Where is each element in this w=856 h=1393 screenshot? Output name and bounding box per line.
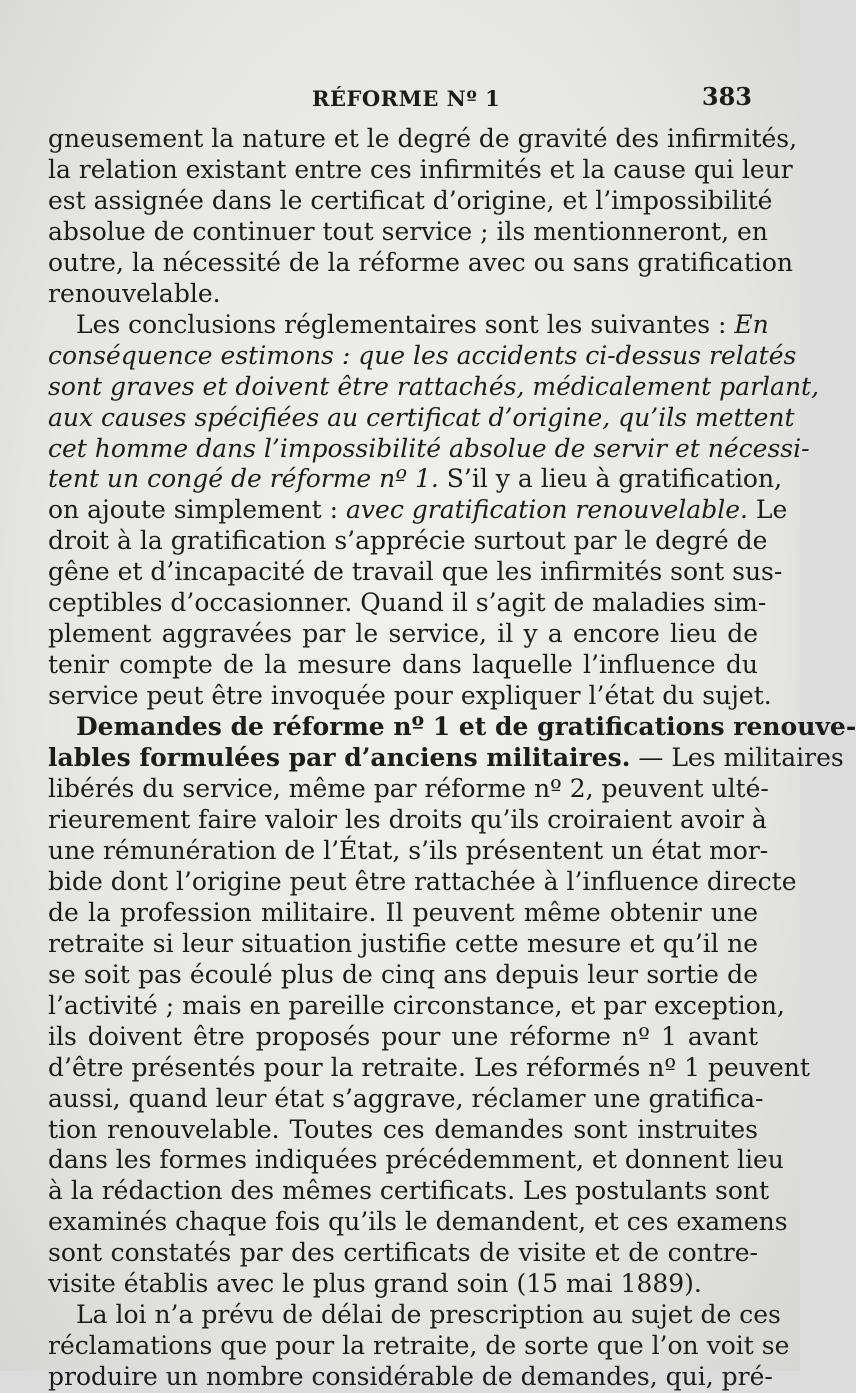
text-line: absolue de continuer tout service ; ils mentionneront, en — [48, 216, 768, 246]
text-line: examinés chaque fois qu’ils le demandent, et ces examens — [48, 1207, 788, 1237]
body-text — [48, 124, 856, 1393]
text-line: retraite si leur situation justifie cette mesure et qu’il ne — [48, 928, 758, 958]
running-head: RÉFORME Nº 1 — [312, 86, 501, 111]
text-line: réclamations que pour la retraite, de sorte que l’on voit se — [48, 1331, 790, 1361]
text-line: l’activité ; mais en pareille circonstance, et par exception, — [48, 990, 785, 1020]
italic-text: avec gratification renouvelable. — [346, 495, 748, 525]
text-line: tion renouvelable. Toutes ces demandes sont instruites — [48, 1114, 758, 1144]
text-line: se soit pas écoulé plus de cinq ans depuis leur sortie de — [48, 959, 758, 989]
text-line — [48, 495, 788, 526]
text-line: plement aggravées par le service, il y a encore lieu de — [48, 619, 758, 649]
italic-line — [48, 402, 795, 434]
text-line: de la profession militaire. Il peuvent même obtenir une — [48, 897, 758, 927]
text-line: est assignée dans le certificat d’origine, et l’impossibilité — [48, 185, 773, 215]
text-line — [48, 743, 844, 774]
page-header — [0, 80, 800, 112]
text-line: ils doivent être proposés pour une réforme nº 1 avant — [48, 1021, 758, 1051]
text-line: service peut être invoquée pour expliquer l’état du sujet. — [48, 681, 772, 711]
italic-line — [48, 433, 810, 465]
italic-text: sont graves et doivent être rattachés, médicalement parlant, — [48, 371, 820, 401]
plain-text: S’il y a lieu à gratification, — [438, 464, 783, 494]
italic-text: conséquence estimons : que les accidents ci-dessus relatés — [48, 340, 797, 370]
italic-text: En — [734, 309, 769, 339]
plain-text: on ajoute simplement : — [48, 495, 346, 525]
text-line — [48, 464, 783, 495]
plain-text: — Les militaires — [630, 743, 844, 773]
text-line: libérés du service, même par réforme nº 2, peuvent ulté- — [48, 774, 769, 804]
italic-text: tent un congé de réforme nº 1. — [48, 464, 439, 494]
text-line: La loi n’a prévu de délai de prescription au sujet de ces — [76, 1300, 781, 1330]
text-line: une rémunération de l’État, s’ils présentent un état mor- — [48, 835, 769, 865]
text-line: d’être présentés pour la retraite. Les réformés nº 1 peuvent — [48, 1052, 810, 1082]
italic-line — [48, 371, 820, 403]
plain-text: Les conclusions réglementaires sont les suivantes : — [76, 309, 735, 339]
italic-text: aux causes spécifiées au certificat d’origine, qu’ils mettent — [48, 402, 795, 432]
section-heading: lables formulées par d’anciens militaires. — [48, 743, 631, 773]
italic-line — [48, 340, 797, 372]
plain-text: Le — [747, 495, 788, 525]
section-heading: Demandes de réforme nº 1 et de gratifications renouve- — [76, 712, 856, 742]
text-line: bide dont l’origine peut être rattachée à l’influence directe — [48, 866, 797, 896]
text-line: renouvelable. — [48, 278, 221, 308]
page-number: 383 — [701, 82, 752, 111]
text-line: tenir compte de la mesure dans laquelle l’influence du — [48, 650, 758, 680]
text-line: outre, la nécessité de la réforme avec ou sans gratification — [48, 247, 794, 277]
text-line: la relation existant entre ces infirmités et la cause qui leur — [48, 154, 793, 184]
italic-text: cet homme dans l’impossibilité absolue de servir et nécessi- — [48, 433, 810, 463]
text-line: dans les formes indiquées précédemment, et donnent lieu — [48, 1145, 784, 1175]
text-line: à la rédaction des mêmes certificats. Les postulants sont — [48, 1176, 770, 1206]
text-line: visite établis avec le plus grand soin (15 mai 1889). — [48, 1269, 702, 1299]
paragraph-demandes — [48, 712, 856, 1300]
paragraph-prescription — [48, 1300, 790, 1393]
text-line: ceptibles d’occasionner. Quand il s’agit de maladies sim- — [48, 588, 767, 618]
text-line: aussi, quand leur état s’aggrave, réclamer une gratifica- — [48, 1083, 764, 1113]
text-line: droit à la gratification s’apprécie surtout par le degré de — [48, 526, 768, 556]
text-line: sont constatés par des certificats de visite et de contre- — [48, 1238, 758, 1268]
text-line: gneusement la nature et le degré de gravité des infirmités, — [48, 124, 798, 153]
text-line: produire un nombre considérable de demandes, qui, pré- — [48, 1362, 773, 1392]
paragraph-conclusions — [48, 309, 820, 712]
text-line — [48, 309, 769, 341]
text-line: rieurement faire valoir les droits qu’ils croiraient avoir à — [48, 804, 767, 834]
text-line: gêne et d’incapacité de travail que les infirmités sont sus- — [48, 557, 783, 587]
section-heading-line — [48, 712, 856, 743]
paragraph-continuation — [48, 124, 798, 310]
